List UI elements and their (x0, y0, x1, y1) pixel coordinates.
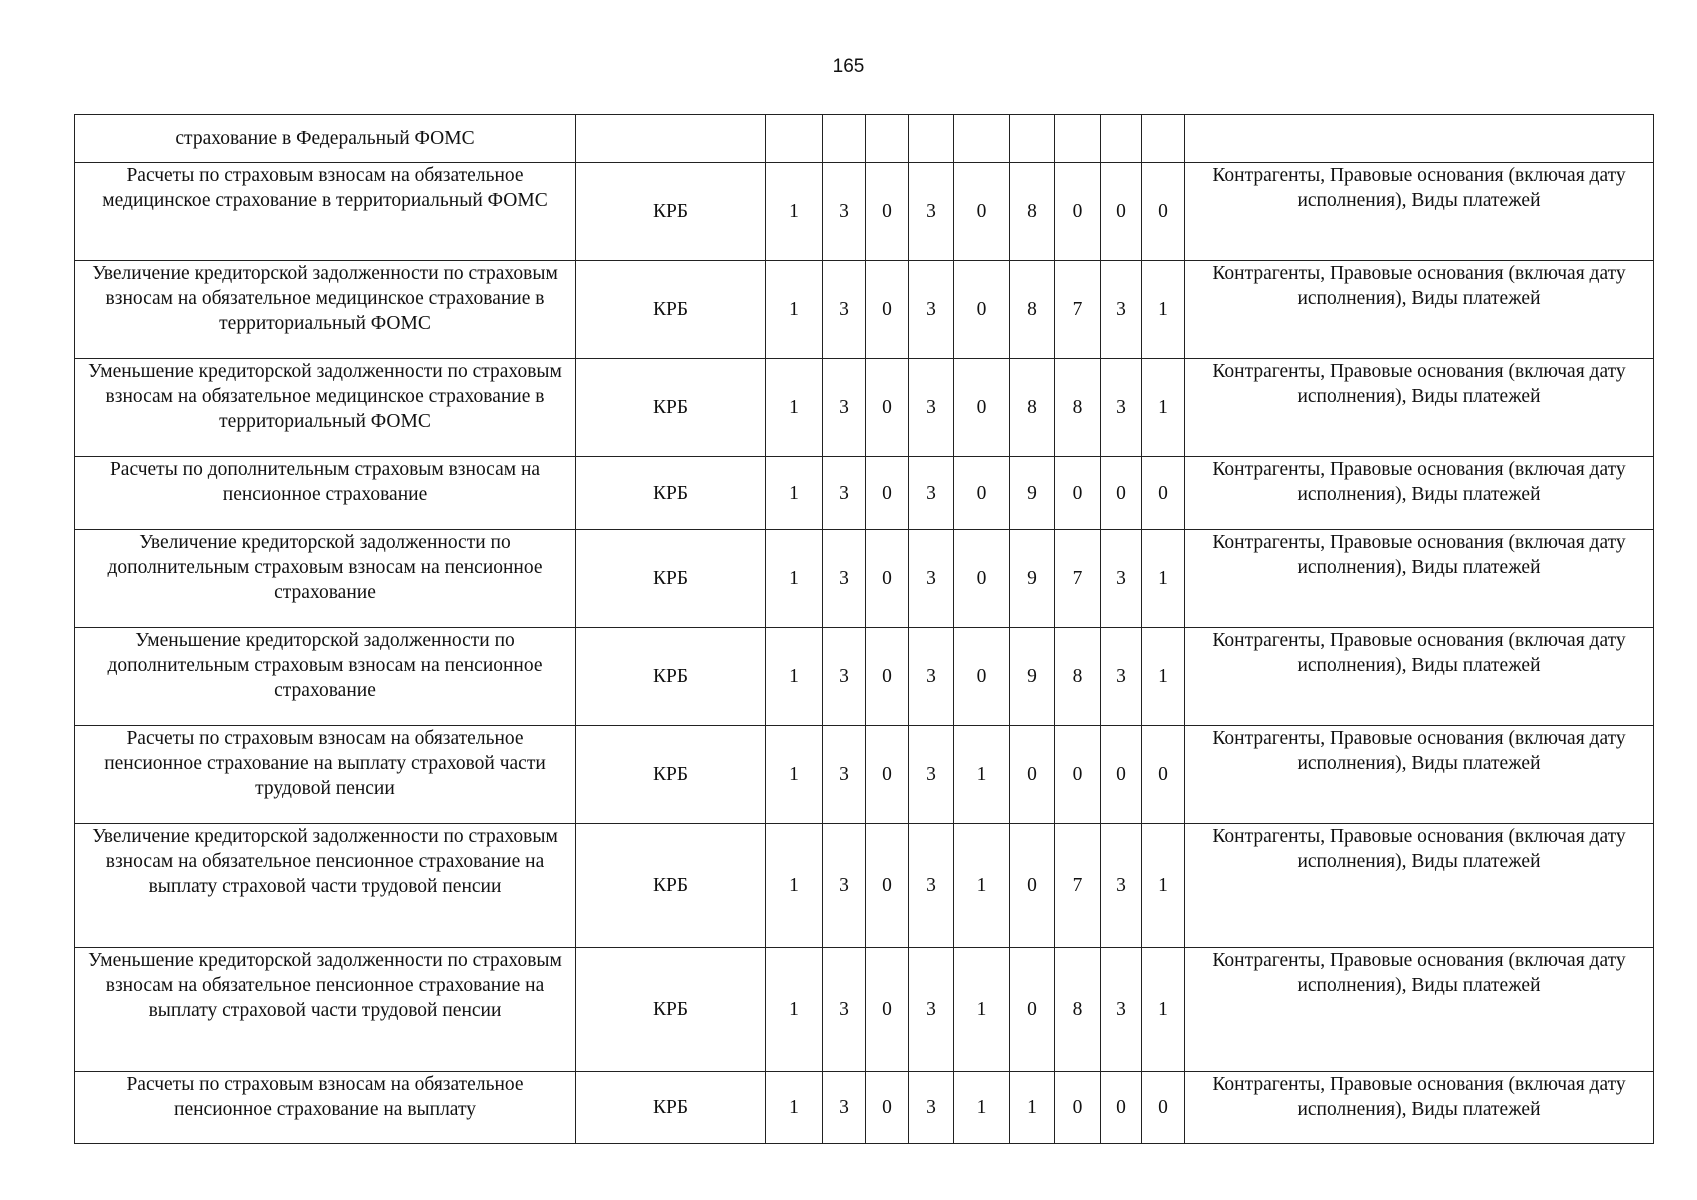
budget-code-cell: КРБ (576, 359, 766, 457)
analytics-cell: Контрагенты, Правовые основания (включая дату исполнения), Виды платежей (1185, 1072, 1654, 1144)
account-digit-cell: 7 (1055, 824, 1101, 948)
account-digit-cell: 0 (866, 726, 909, 824)
account-digit-cell: 1 (954, 726, 1010, 824)
account-digit-cell: 3 (909, 628, 954, 726)
table-row (75, 628, 1654, 726)
table-row (75, 261, 1654, 359)
account-digit-cell: 8 (1055, 359, 1101, 457)
account-name-cell: Расчеты по страховым взносам на обязательное пенсионное страхование на выплату (75, 1072, 576, 1144)
account-digit-cell: 1 (954, 1072, 1010, 1144)
account-digit-cell (866, 115, 909, 163)
account-digit-cell: 1 (954, 948, 1010, 1072)
account-digit-cell: 0 (954, 359, 1010, 457)
account-name-cell: Увеличение кредиторской задолженности по страховым взносам на обязательное пенсионное страхование на выплату страховой части трудовой пенсии (75, 824, 576, 948)
account-digit-cell: 0 (866, 948, 909, 1072)
account-digit-cell: 1 (1142, 359, 1185, 457)
account-digit-cell: 1 (766, 359, 823, 457)
account-digit-cell: 0 (1142, 163, 1185, 261)
account-digit-cell: 0 (1055, 1072, 1101, 1144)
account-digit-cell: 8 (1055, 628, 1101, 726)
table-row (75, 163, 1654, 261)
account-digit-cell (1101, 115, 1142, 163)
account-digit-cell: 8 (1010, 359, 1055, 457)
accounts-table (74, 114, 1654, 1144)
account-digit-cell: 3 (909, 457, 954, 530)
account-digit-cell: 0 (1101, 726, 1142, 824)
budget-code-cell: КРБ (576, 948, 766, 1072)
account-digit-cell: 1 (766, 628, 823, 726)
budget-code-cell: КРБ (576, 726, 766, 824)
table-row (75, 948, 1654, 1072)
account-digit-cell: 1 (766, 530, 823, 628)
account-digit-cell: 1 (1142, 824, 1185, 948)
account-digit-cell: 3 (909, 1072, 954, 1144)
account-digit-cell: 0 (1010, 824, 1055, 948)
account-digit-cell: 3 (823, 948, 866, 1072)
account-digit-cell: 1 (766, 1072, 823, 1144)
account-digit-cell: 0 (954, 163, 1010, 261)
account-digit-cell: 1 (766, 457, 823, 530)
account-digit-cell: 1 (1142, 948, 1185, 1072)
account-name-cell: Увеличение кредиторской задолженности по дополнительным страховым взносам на пенсионное страхование (75, 530, 576, 628)
account-digit-cell: 3 (909, 359, 954, 457)
account-digit-cell (909, 115, 954, 163)
table-row (75, 824, 1654, 948)
account-digit-cell: 3 (823, 457, 866, 530)
account-digit-cell: 0 (1010, 948, 1055, 1072)
budget-code-cell: КРБ (576, 530, 766, 628)
account-digit-cell: 8 (1010, 163, 1055, 261)
budget-code-cell: КРБ (576, 163, 766, 261)
account-digit-cell: 0 (1010, 726, 1055, 824)
table-row (75, 726, 1654, 824)
account-digit-cell: 0 (1101, 163, 1142, 261)
table-body (75, 115, 1654, 1144)
account-digit-cell: 3 (1101, 824, 1142, 948)
account-digit-cell: 3 (823, 1072, 866, 1144)
account-digit-cell: 0 (866, 530, 909, 628)
analytics-cell: Контрагенты, Правовые основания (включая дату исполнения), Виды платежей (1185, 261, 1654, 359)
account-digit-cell: 3 (1101, 530, 1142, 628)
account-digit-cell: 7 (1055, 530, 1101, 628)
account-digit-cell (1142, 115, 1185, 163)
account-name-cell: Расчеты по страховым взносам на обязательное пенсионное страхование на выплату страховой части трудовой пенсии (75, 726, 576, 824)
account-digit-cell: 3 (823, 261, 866, 359)
account-digit-cell: 0 (1055, 457, 1101, 530)
account-digit-cell: 1 (766, 726, 823, 824)
account-digit-cell: 3 (823, 726, 866, 824)
account-digit-cell: 1 (1142, 261, 1185, 359)
account-digit-cell: 3 (823, 530, 866, 628)
account-digit-cell: 0 (954, 628, 1010, 726)
account-digit-cell: 3 (823, 824, 866, 948)
account-digit-cell: 1 (954, 824, 1010, 948)
account-digit-cell: 0 (1101, 457, 1142, 530)
analytics-cell: Контрагенты, Правовые основания (включая дату исполнения), Виды платежей (1185, 530, 1654, 628)
account-digit-cell: 1 (1010, 1072, 1055, 1144)
account-digit-cell: 1 (766, 948, 823, 1072)
account-digit-cell: 3 (909, 163, 954, 261)
table-row (75, 359, 1654, 457)
account-digit-cell: 0 (866, 163, 909, 261)
budget-code-cell (576, 115, 766, 163)
analytics-cell: Контрагенты, Правовые основания (включая дату исполнения), Виды платежей (1185, 457, 1654, 530)
account-name-cell: Расчеты по страховым взносам на обязательное медицинское страхование в территориальный ФОМС (75, 163, 576, 261)
account-digit-cell: 0 (866, 824, 909, 948)
analytics-cell: Контрагенты, Правовые основания (включая дату исполнения), Виды платежей (1185, 359, 1654, 457)
account-digit-cell: 0 (866, 261, 909, 359)
account-digit-cell: 0 (866, 359, 909, 457)
account-digit-cell: 0 (954, 457, 1010, 530)
account-digit-cell: 3 (823, 359, 866, 457)
table-row (75, 115, 1654, 163)
account-digit-cell: 1 (766, 261, 823, 359)
budget-code-cell: КРБ (576, 1072, 766, 1144)
account-digit-cell: 3 (1101, 261, 1142, 359)
account-digit-cell: 0 (866, 1072, 909, 1144)
account-digit-cell: 3 (909, 530, 954, 628)
account-digit-cell: 0 (954, 261, 1010, 359)
account-digit-cell: 1 (1142, 628, 1185, 726)
account-digit-cell: 0 (1055, 163, 1101, 261)
account-name-cell: Уменьшение кредиторской задолженности по дополнительным страховым взносам на пенсионное страхование (75, 628, 576, 726)
account-digit-cell: 9 (1010, 530, 1055, 628)
account-digit-cell: 1 (766, 163, 823, 261)
page-number: 165 (832, 56, 865, 77)
account-name-cell: Уменьшение кредиторской задолженности по страховым взносам на обязательное пенсионное страхование на выплату страховой части трудовой пенсии (75, 948, 576, 1072)
account-digit-cell: 3 (823, 628, 866, 726)
analytics-cell: Контрагенты, Правовые основания (включая дату исполнения), Виды платежей (1185, 163, 1654, 261)
account-digit-cell (766, 115, 823, 163)
account-digit-cell: 3 (909, 726, 954, 824)
budget-code-cell: КРБ (576, 457, 766, 530)
account-digit-cell: 9 (1010, 628, 1055, 726)
analytics-cell: Контрагенты, Правовые основания (включая дату исполнения), Виды платежей (1185, 726, 1654, 824)
account-digit-cell: 9 (1010, 457, 1055, 530)
account-digit-cell: 8 (1010, 261, 1055, 359)
account-digit-cell: 0 (1055, 726, 1101, 824)
account-digit-cell: 0 (1101, 1072, 1142, 1144)
analytics-cell (1185, 115, 1654, 163)
table-row (75, 1072, 1654, 1144)
account-digit-cell: 3 (1101, 948, 1142, 1072)
account-digit-cell: 0 (1142, 1072, 1185, 1144)
account-digit-cell: 0 (866, 628, 909, 726)
account-digit-cell: 0 (954, 530, 1010, 628)
account-digit-cell: 8 (1055, 948, 1101, 1072)
budget-code-cell: КРБ (576, 628, 766, 726)
account-digit-cell: 3 (909, 824, 954, 948)
table-row (75, 457, 1654, 530)
account-digit-cell: 0 (866, 457, 909, 530)
account-digit-cell: 3 (909, 948, 954, 1072)
account-digit-cell: 3 (823, 163, 866, 261)
account-digit-cell (1010, 115, 1055, 163)
account-name-cell: Увеличение кредиторской задолженности по страховым взносам на обязательное медицинское страхование в территориальный ФОМС (75, 261, 576, 359)
account-digit-cell: 3 (1101, 628, 1142, 726)
account-digit-cell: 1 (766, 824, 823, 948)
account-digit-cell: 0 (1142, 457, 1185, 530)
account-digit-cell: 0 (1142, 726, 1185, 824)
account-digit-cell (823, 115, 866, 163)
analytics-cell: Контрагенты, Правовые основания (включая дату исполнения), Виды платежей (1185, 948, 1654, 1072)
account-digit-cell: 3 (909, 261, 954, 359)
budget-code-cell: КРБ (576, 824, 766, 948)
account-digit-cell: 1 (1142, 530, 1185, 628)
account-digit-cell (1055, 115, 1101, 163)
analytics-cell: Контрагенты, Правовые основания (включая дату исполнения), Виды платежей (1185, 628, 1654, 726)
account-name-cell: страхование в Федеральный ФОМС (75, 115, 576, 163)
account-digit-cell: 3 (1101, 359, 1142, 457)
table-row (75, 530, 1654, 628)
account-name-cell: Уменьшение кредиторской задолженности по страховым взносам на обязательное медицинское страхование в территориальный ФОМС (75, 359, 576, 457)
analytics-cell: Контрагенты, Правовые основания (включая дату исполнения), Виды платежей (1185, 824, 1654, 948)
account-name-cell: Расчеты по дополнительным страховым взносам на пенсионное страхование (75, 457, 576, 530)
account-digit-cell: 7 (1055, 261, 1101, 359)
account-digit-cell (954, 115, 1010, 163)
budget-code-cell: КРБ (576, 261, 766, 359)
